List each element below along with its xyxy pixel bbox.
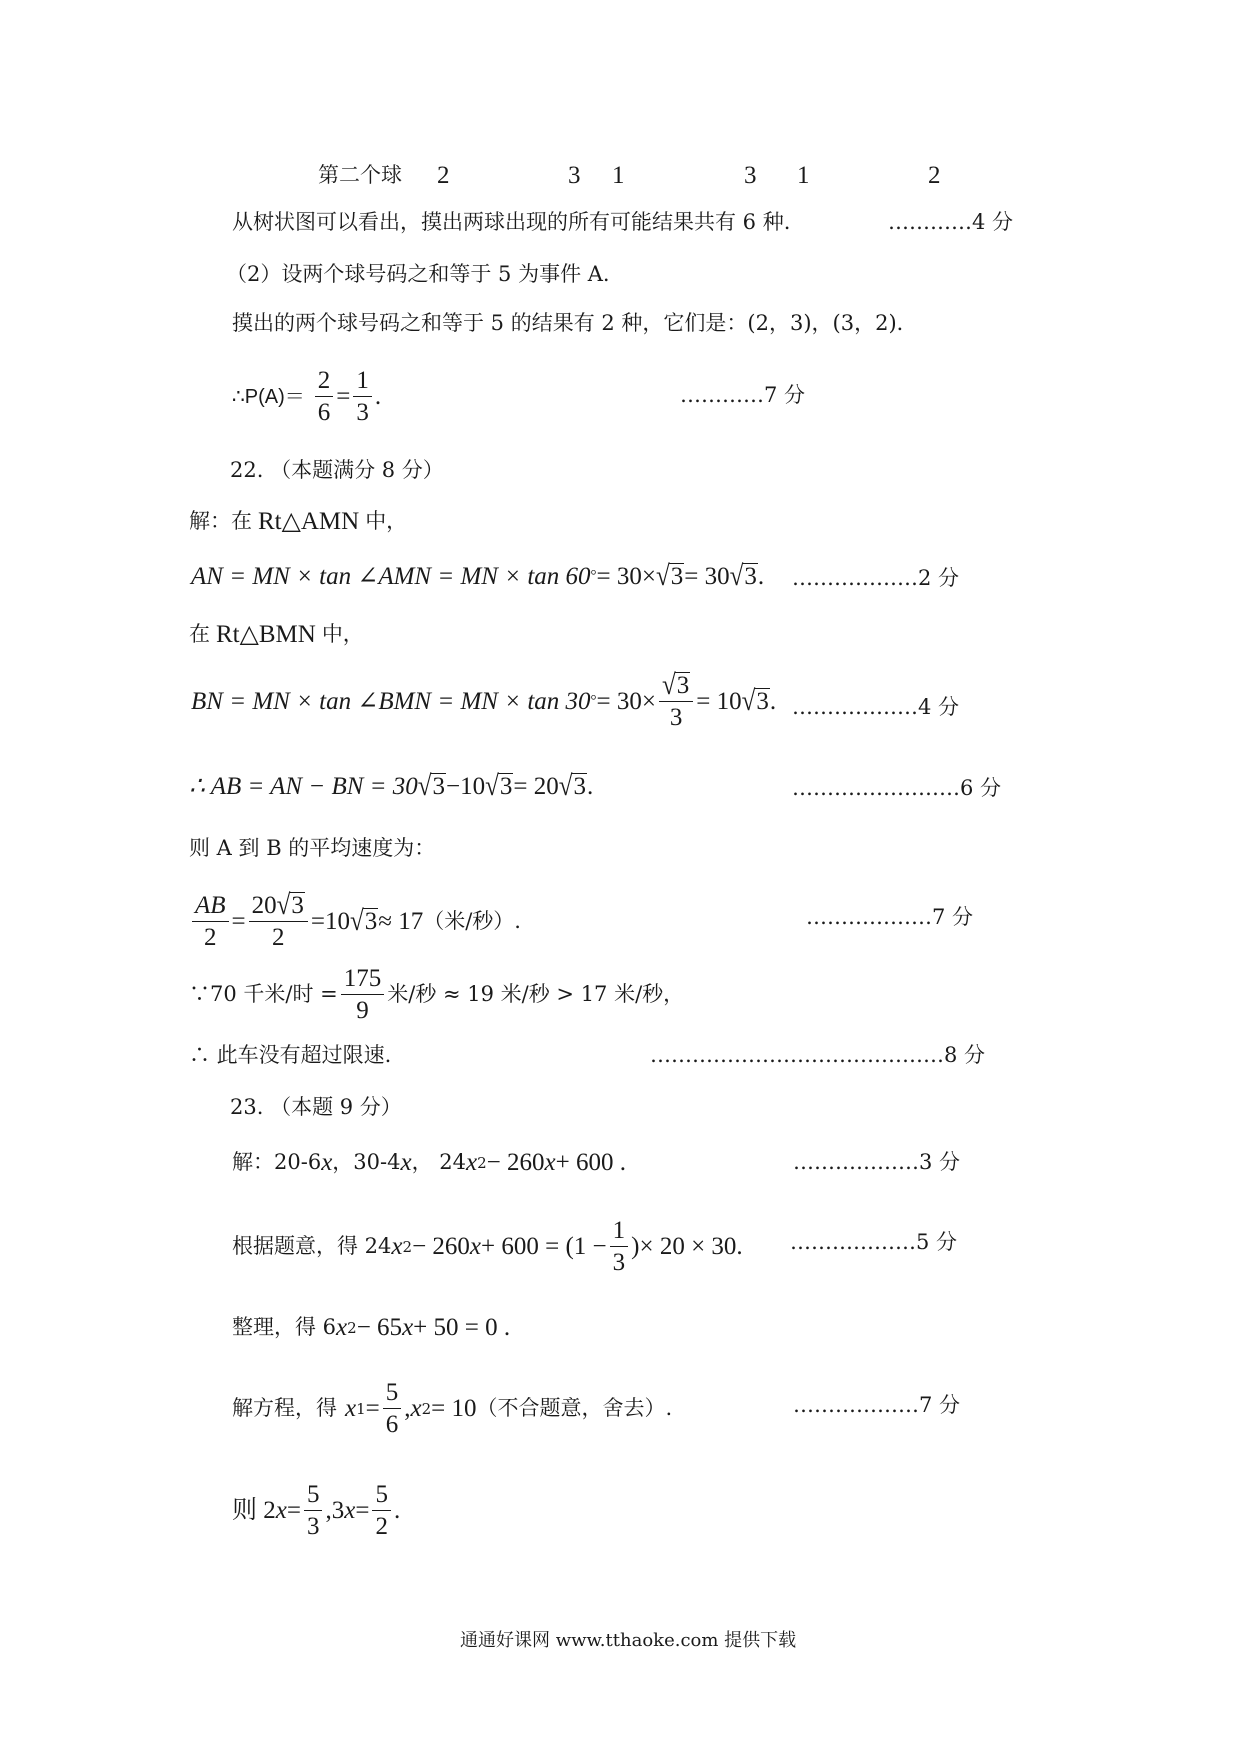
period: . xyxy=(374,383,382,410)
equation-part: = 30 xyxy=(684,562,730,590)
radicand: 3 xyxy=(364,908,378,935)
fraction-denominator: 3 xyxy=(306,1513,320,1540)
radical-sign: √ xyxy=(662,669,676,702)
equation-part: = 10 xyxy=(696,687,742,715)
bn-equation: BN = MN × tan ∠BMN = MN × tan 30 ° = 30× $\frac{√3}{3}$ = 10 √ 3 . xyxy=(191,669,777,731)
tree-row-label: 第二个球 xyxy=(318,163,402,187)
score-marker: ………………3 分 xyxy=(793,1150,961,1174)
q23-line-1: 解：20-6 x ，30-4 x ， 24 x 2 − 260 x + 600 . xyxy=(232,1149,626,1176)
tree-row-value: 3 xyxy=(744,162,757,189)
q21-part2-heading: （2）设两个球号码之和等于 5 为事件 A. xyxy=(226,262,610,286)
fraction-denominator: 6 xyxy=(385,1411,399,1438)
variable-x: x xyxy=(544,1149,556,1176)
equation-part: ,3 xyxy=(325,1497,345,1524)
q21-probability-line xyxy=(232,368,381,425)
variable-x: x xyxy=(275,1497,287,1524)
equation-part: − 260 xyxy=(486,1149,545,1176)
radical-sign: √ xyxy=(350,905,364,937)
equals-sign: = xyxy=(365,1395,380,1422)
score-marker: ………………4 分 xyxy=(792,695,960,719)
radicand: 3 xyxy=(432,773,446,800)
variable-x: x xyxy=(400,1149,412,1176)
score-marker: ……………………………………8 分 xyxy=(650,1043,986,1067)
ab-equation xyxy=(189,770,594,802)
text-suffix: 中， xyxy=(321,622,364,646)
text-prefix: 在 xyxy=(189,622,210,646)
equation-part: ∵70 千米/时 = xyxy=(189,982,338,1006)
fraction xyxy=(315,368,334,425)
fraction xyxy=(192,893,229,950)
equation-part: 则 2 xyxy=(232,1497,276,1524)
score-marker: ……………………6 分 xyxy=(792,776,1002,800)
tree-row-value: 1 xyxy=(612,162,625,189)
period: . xyxy=(393,1497,401,1524)
fraction-denominator: 2 xyxy=(375,1513,388,1540)
equation-part: 根据题意，得 24 xyxy=(232,1234,392,1258)
radical-sign: √ xyxy=(741,685,756,717)
rejection-note: （不合题意，舍去）. xyxy=(476,1396,673,1420)
variable-x: x xyxy=(321,1149,333,1176)
solution-label: 解：在 xyxy=(189,509,252,533)
tree-row-value: 2 xyxy=(437,162,450,189)
tree-row-value: 1 xyxy=(797,162,810,189)
equation-part: . xyxy=(769,687,777,715)
fraction-denominator: 6 xyxy=(317,399,331,426)
score-marker: ………………7 分 xyxy=(793,1393,961,1417)
score-marker: …………4 分 xyxy=(888,210,1014,234)
speed-limit-comparison xyxy=(189,966,684,1023)
equation-part: BN = MN × tan ∠BMN = MN × tan 30 xyxy=(191,687,591,715)
radical-sign: √ xyxy=(276,889,291,922)
equation-part: = 30× xyxy=(596,562,656,590)
equals-sign: = xyxy=(336,383,351,410)
score-marker: …………7 分 xyxy=(680,383,806,407)
equation-part: ，30-4 xyxy=(332,1150,401,1174)
fraction-denominator: 2 xyxy=(204,923,217,951)
fraction-denominator: 2 xyxy=(272,924,285,951)
variable-x: x xyxy=(469,1233,482,1260)
variable-x: x xyxy=(466,1149,478,1176)
q21-outcomes-text: 摸出的两个球号码之和等于 5 的结果有 2 种，它们是：(2，3)，(3，2)． xyxy=(232,311,918,335)
equation-part: −10 xyxy=(446,772,486,800)
fraction xyxy=(353,368,372,425)
radicand: 3 xyxy=(291,892,304,919)
footer-source: 通通好课网 www.tthaoke.com 提供下载 xyxy=(460,1630,797,1651)
unit-label: （米/秒）. xyxy=(423,908,521,933)
radical-sign: √ xyxy=(417,770,432,802)
variable-x: x xyxy=(345,1395,357,1422)
variable-x: x xyxy=(391,1233,403,1260)
q23-line-2: 根据题意，得 24 x 2 − 260 x + 600 = (1 − $\frac{1}{3}$ )× 20 × 30. xyxy=(232,1217,743,1276)
radicand: 3 xyxy=(573,773,586,800)
an-equation: AN = MN × tan ∠AMN = MN × tan 60 ° = 30× √ 3 = 30 √ 3 . xyxy=(191,560,765,592)
q23-line-4: 解方程，得 x 1 = $\frac{5}{6}$ , x 2 = 10 （不合题意，舍去）. xyxy=(232,1379,673,1438)
equation-part: 整理，得 6 xyxy=(232,1315,337,1339)
fraction-denominator: 9 xyxy=(356,997,369,1024)
equation-part: − 65 xyxy=(356,1314,403,1341)
q22-title: 22. （本题满分 8 分） xyxy=(230,458,444,482)
fraction xyxy=(372,1482,391,1539)
radical-sign: √ xyxy=(729,560,744,592)
tree-row-value: 2 xyxy=(928,162,941,189)
q23-line-3: 整理，得 6 x 2 − 65 x + 50 = 0 . xyxy=(232,1314,511,1341)
radicand: 3 xyxy=(499,773,513,800)
equation-part: ， 24 xyxy=(411,1150,466,1174)
fraction-numerator: 5 xyxy=(383,1380,402,1409)
probability-label: ∴P(A)＝ xyxy=(232,385,305,408)
fraction xyxy=(659,669,693,731)
equation-part: ≈ 17 xyxy=(378,907,424,935)
fraction-numerator: 1 xyxy=(610,1218,629,1247)
equation-part: + 600 = (1 − xyxy=(481,1233,607,1260)
variable-x: x xyxy=(402,1314,414,1341)
equation-part: + 50 = 0 . xyxy=(413,1314,511,1341)
equation-part: = 10 xyxy=(431,1395,477,1422)
score-marker: ………………2 分 xyxy=(792,566,960,590)
intro-suffix: 中， xyxy=(365,509,408,533)
score-marker: ………………7 分 xyxy=(806,905,974,929)
equation-part: )× 20 × 30. xyxy=(631,1233,743,1260)
equation-part: . xyxy=(586,772,594,800)
radicand: 3 xyxy=(744,563,757,590)
fraction-numerator xyxy=(659,669,693,702)
coefficient: 20 xyxy=(251,892,277,919)
equals-sign: = xyxy=(231,907,246,935)
fraction-denominator: 3 xyxy=(669,704,683,731)
equation-part: − 260 xyxy=(412,1233,470,1260)
q23-title: 23. （本题 9 分） xyxy=(230,1095,402,1119)
fraction-denominator: 3 xyxy=(612,1249,626,1276)
equation-part: =10 xyxy=(310,907,350,935)
fraction xyxy=(249,889,308,951)
equation-part: ∴ AB = AN − BN = 30 xyxy=(189,772,418,800)
equation-part: 解：20-6 xyxy=(232,1150,322,1174)
fraction xyxy=(341,966,385,1023)
tree-row-value: 3 xyxy=(568,162,581,189)
equals-sign: = xyxy=(355,1497,370,1524)
q22-intro-line xyxy=(189,509,407,534)
score-marker: ………………5 分 xyxy=(790,1230,958,1254)
variable-x: x xyxy=(336,1314,348,1341)
radicand: 3 xyxy=(756,688,769,715)
equation-part: 米/秒 ≈ 19 米/秒 > 17 米/秒， xyxy=(387,982,685,1006)
radicand: 3 xyxy=(676,672,690,699)
fraction xyxy=(383,1380,402,1437)
fraction-numerator xyxy=(249,889,308,922)
fraction-numerator: 1 xyxy=(353,368,372,397)
speed-intro-text: 则 A 到 B 的平均速度为： xyxy=(189,836,436,860)
fraction-numerator: 175 xyxy=(341,966,385,995)
equals-sign: = xyxy=(286,1497,301,1524)
q22-bmn-line xyxy=(189,622,364,647)
variable-x: x xyxy=(410,1395,422,1422)
triangle-amn: Rt△AMN xyxy=(258,508,360,535)
variable-x: x xyxy=(344,1497,356,1524)
radical-sign: √ xyxy=(485,770,499,802)
fraction-numerator: 5 xyxy=(304,1482,323,1511)
equation-part: + 600 . xyxy=(555,1149,626,1176)
triangle-bmn: Rt△BMN xyxy=(216,621,316,648)
fraction-numerator: 5 xyxy=(372,1482,391,1511)
fraction xyxy=(304,1482,323,1539)
q22-conclusion: ∴ 此车没有超过限速. xyxy=(189,1043,392,1067)
equation-part: . xyxy=(757,562,765,590)
radicand: 3 xyxy=(670,563,684,590)
radical-sign: √ xyxy=(656,560,670,592)
equation-part: AN = MN × tan ∠AMN = MN × tan 60 xyxy=(191,562,591,590)
equation-part: = 30× xyxy=(596,687,656,715)
q21-conclusion-text: 从树状图可以看出，摸出两球出现的所有可能结果共有 6 种. xyxy=(232,210,791,234)
q23-line-5 xyxy=(232,1482,400,1539)
equation-part: = 20 xyxy=(513,772,559,800)
equation-part: 解方程，得 xyxy=(232,1396,337,1420)
fraction-numerator: 2 xyxy=(315,368,334,397)
radical-sign: √ xyxy=(558,770,573,802)
comma: , xyxy=(404,1395,411,1422)
fraction-numerator: AB xyxy=(192,893,229,922)
fraction-denominator: 3 xyxy=(356,399,369,426)
average-speed-equation xyxy=(189,889,521,951)
fraction xyxy=(610,1218,629,1275)
